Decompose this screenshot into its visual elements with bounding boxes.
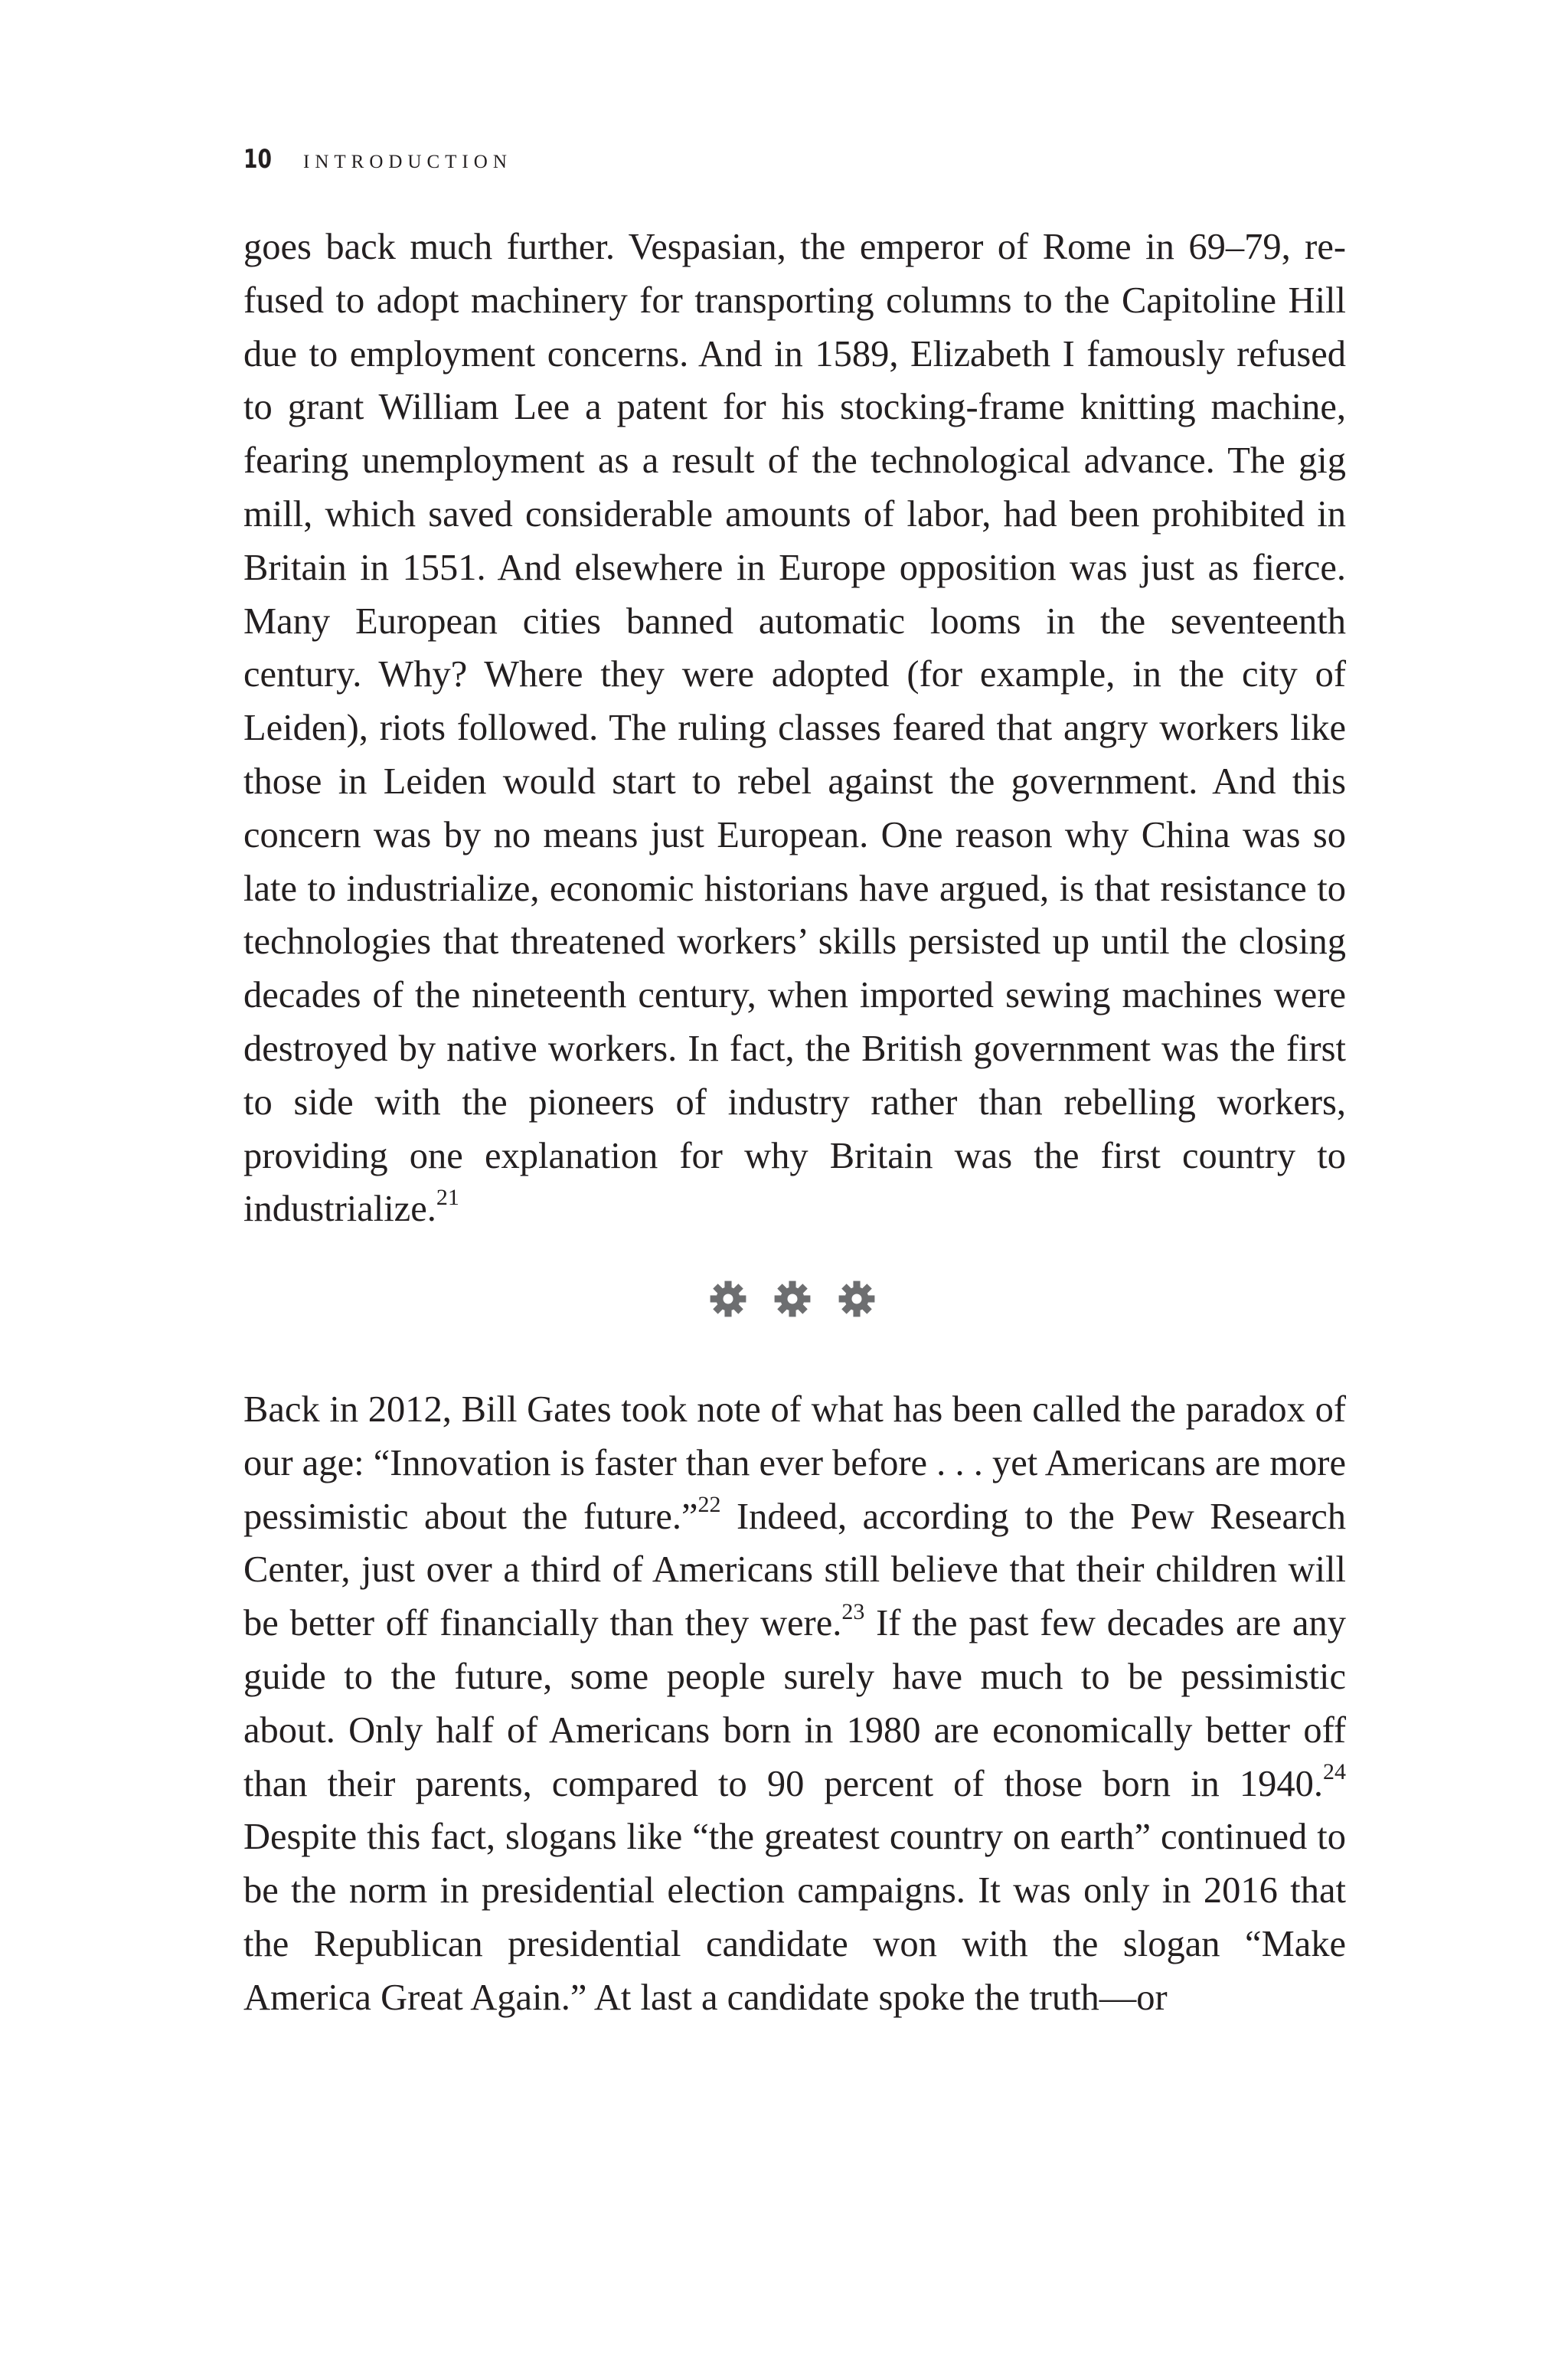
paragraph-segment: Indeed, according to the Pew Research Center, just over a third of Americans still believe that their children will be better off financially than they were.	[243, 1496, 1346, 1644]
gear-icon	[708, 1279, 748, 1319]
paragraph-segment: Back in 2012, Bill Gates took note of what has been called the paradox of our age: “Innovation is faster than ever before . . . yet Americans are more pessimistic about the future.”	[243, 1389, 1346, 1537]
footnote-ref-24: 24	[1323, 1759, 1346, 1785]
paragraph-text	[243, 1383, 1346, 2025]
running-head-title: INTRODUCTION	[303, 152, 512, 172]
footnote-ref-22: 22	[697, 1492, 721, 1518]
footnote-ref-23: 23	[841, 1599, 865, 1625]
paragraph-segment: If the past few decades are any guide to the future, some people surely have much to be pessimistic about. Only half of Americans born in 1980 are economically better off than their parents, compared to 90 percent of those born in 1940.	[243, 1603, 1347, 1804]
gear-icon	[773, 1279, 812, 1319]
paragraph-segment: Despite this fact, slogans like “the greatest country on earth” continued to be the norm in presidential election campaigns. It was only in 2016 that the Republican presidential candidate won with the slogan “Make America Great Again.” At last a candidate spoke the truth—or	[243, 1817, 1346, 2018]
section-break-ornament	[708, 1276, 877, 1322]
paragraph-body: goes back much further. Vespasian, the emperor of Rome in 69–79, refused to adopt machinery for transporting columns to the Capitoline Hill due to employment concerns. And in 1589, Elizabeth I famously refused to grant William Lee a patent for his stocking-frame knitting machine, fearing unemployment as a result of the technological advance. The gig mill, which saved considerable amounts of labor, had been prohibited in Britain in 1551. And elsewhere in Europe opposition was just as fierce. Many European cities banned automatic looms in the seventeenth century. Why? Where they were adopted (for example, in the city of Leiden), riots followed. The ruling classes feared that angry workers like those in Leiden would start to rebel against the government. And this concern was by no means just European. One reason why China was so late to industrialize, economic historians have argued, is that resistance to technologies that threatened workers’ skills persisted up until the closing decades of the nineteenth century, when imported sewing machines were destroyed by native workers. In fact, the British government was the first to side with the pioneers of industry rather than rebelling workers, providing one explanation for why Britain was the first country to industrialize.	[243, 227, 1346, 1230]
body-paragraph-1	[243, 221, 1346, 1236]
footnote-ref-21: 21	[436, 1185, 459, 1211]
page-number: 10	[243, 144, 272, 175]
body-paragraph-2	[243, 1383, 1346, 2025]
running-head	[243, 144, 512, 178]
paragraph-text	[243, 221, 1346, 1236]
gear-icon	[837, 1279, 877, 1319]
